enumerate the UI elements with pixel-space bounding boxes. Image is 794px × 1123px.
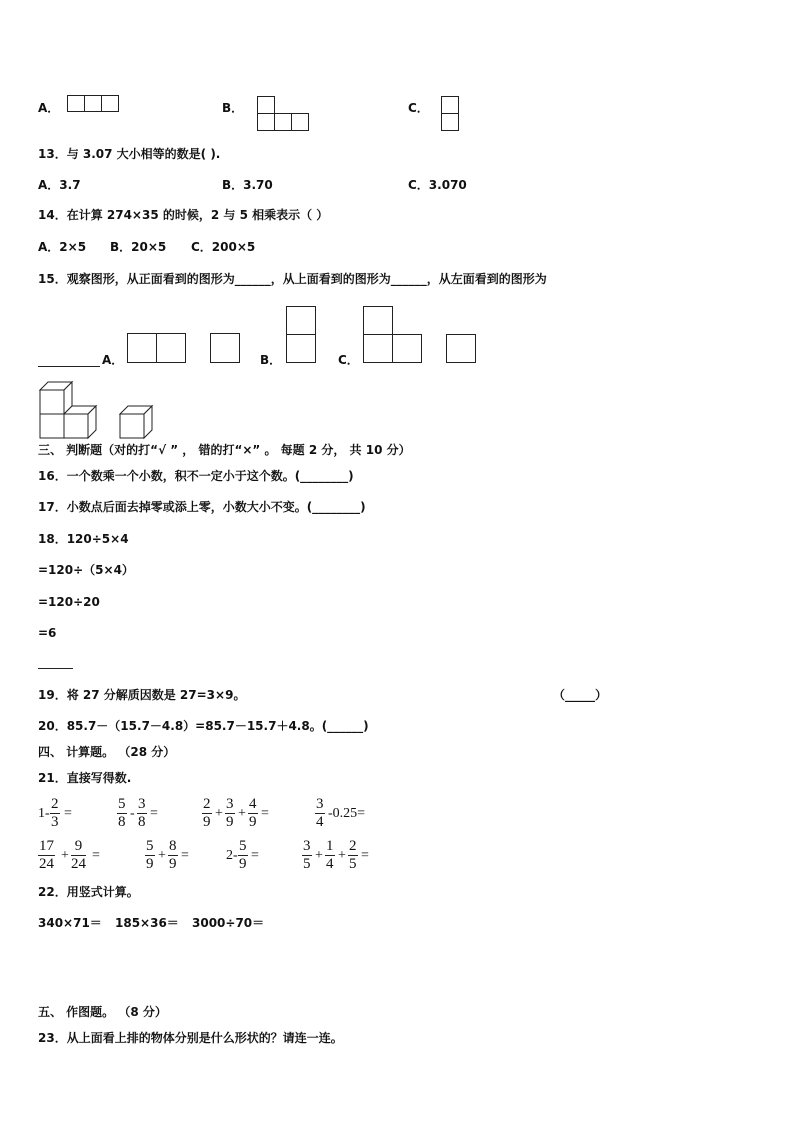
q18-line-4: =6 [38,626,57,640]
q19-answer-blank: （_____） [553,688,608,702]
q18-line-2: =120÷（5×4） [38,563,134,577]
q12-option-c-label: C． [408,101,429,115]
q18-line-1: 18．120÷5×4 [38,532,129,546]
q14-option-c: C．200×5 [191,240,256,254]
q22-expr-1: 340×71＝ [38,916,102,930]
q22-expr-2: 185×36＝ [115,916,179,930]
q13-option-a: A．3.7 [38,178,81,192]
section-3-title: 三、 判断题（对的打“√ ” ， 错的打“×” 。 每题 2 分， 共 10 分） [38,443,411,457]
q13-stem: 13．与 3.07 大小相等的数是( ). [38,147,221,161]
q15-cubes-figure [38,378,158,440]
q23-text: 23．从上面看上排的物体分别是什么形状的？请连一连。 [38,1031,343,1045]
q13-option-b: B．3.70 [222,178,273,192]
q15-answer-blank [38,366,100,367]
q15-option-b-label: B． [260,353,282,367]
q22-stem: 22．用竖式计算。 [38,885,139,899]
q15-option-c-label: C． [338,353,359,367]
q15-option-a-label: A． [102,353,124,367]
q18-line-3: =120÷20 [38,595,100,609]
q17-text: 17．小数点后面去掉零或添上零，小数大小不变。(________) [38,500,366,514]
q19-stem: 19．将 27 分解质因数是 27=3×9。 [38,688,246,702]
q22-expr-3: 3000÷70＝ [192,916,265,930]
section-4-title: 四、 计算题。 （28 分） [38,745,176,759]
section-5-title: 五、 作图题。 （8 分） [38,1005,167,1019]
q15-stem: 15．观察图形，从正面看到的图形为______，从上面看到的图形为______，从左面看到的图形为 [38,272,547,286]
q18-answer-blank [38,668,73,669]
q14-option-b: B．20×5 [110,240,167,254]
q12-option-a-label: A． [38,101,60,115]
q13-option-c: C．3.070 [408,178,467,192]
q16-text: 16．一个数乘一个小数，积不一定小于这个数。(________) [38,469,354,483]
q20-text: 20．85.7－（15.7－4.8）=85.7－15.7＋4.8。(______) [38,719,369,733]
q14-stem: 14．在计算 274×35 的时候，2 与 5 相乘表示（ ） [38,208,329,222]
q21-stem: 21．直接写得数. [38,771,132,785]
q14-option-a: A．2×5 [38,240,87,254]
q12-option-b-label: B． [222,101,244,115]
